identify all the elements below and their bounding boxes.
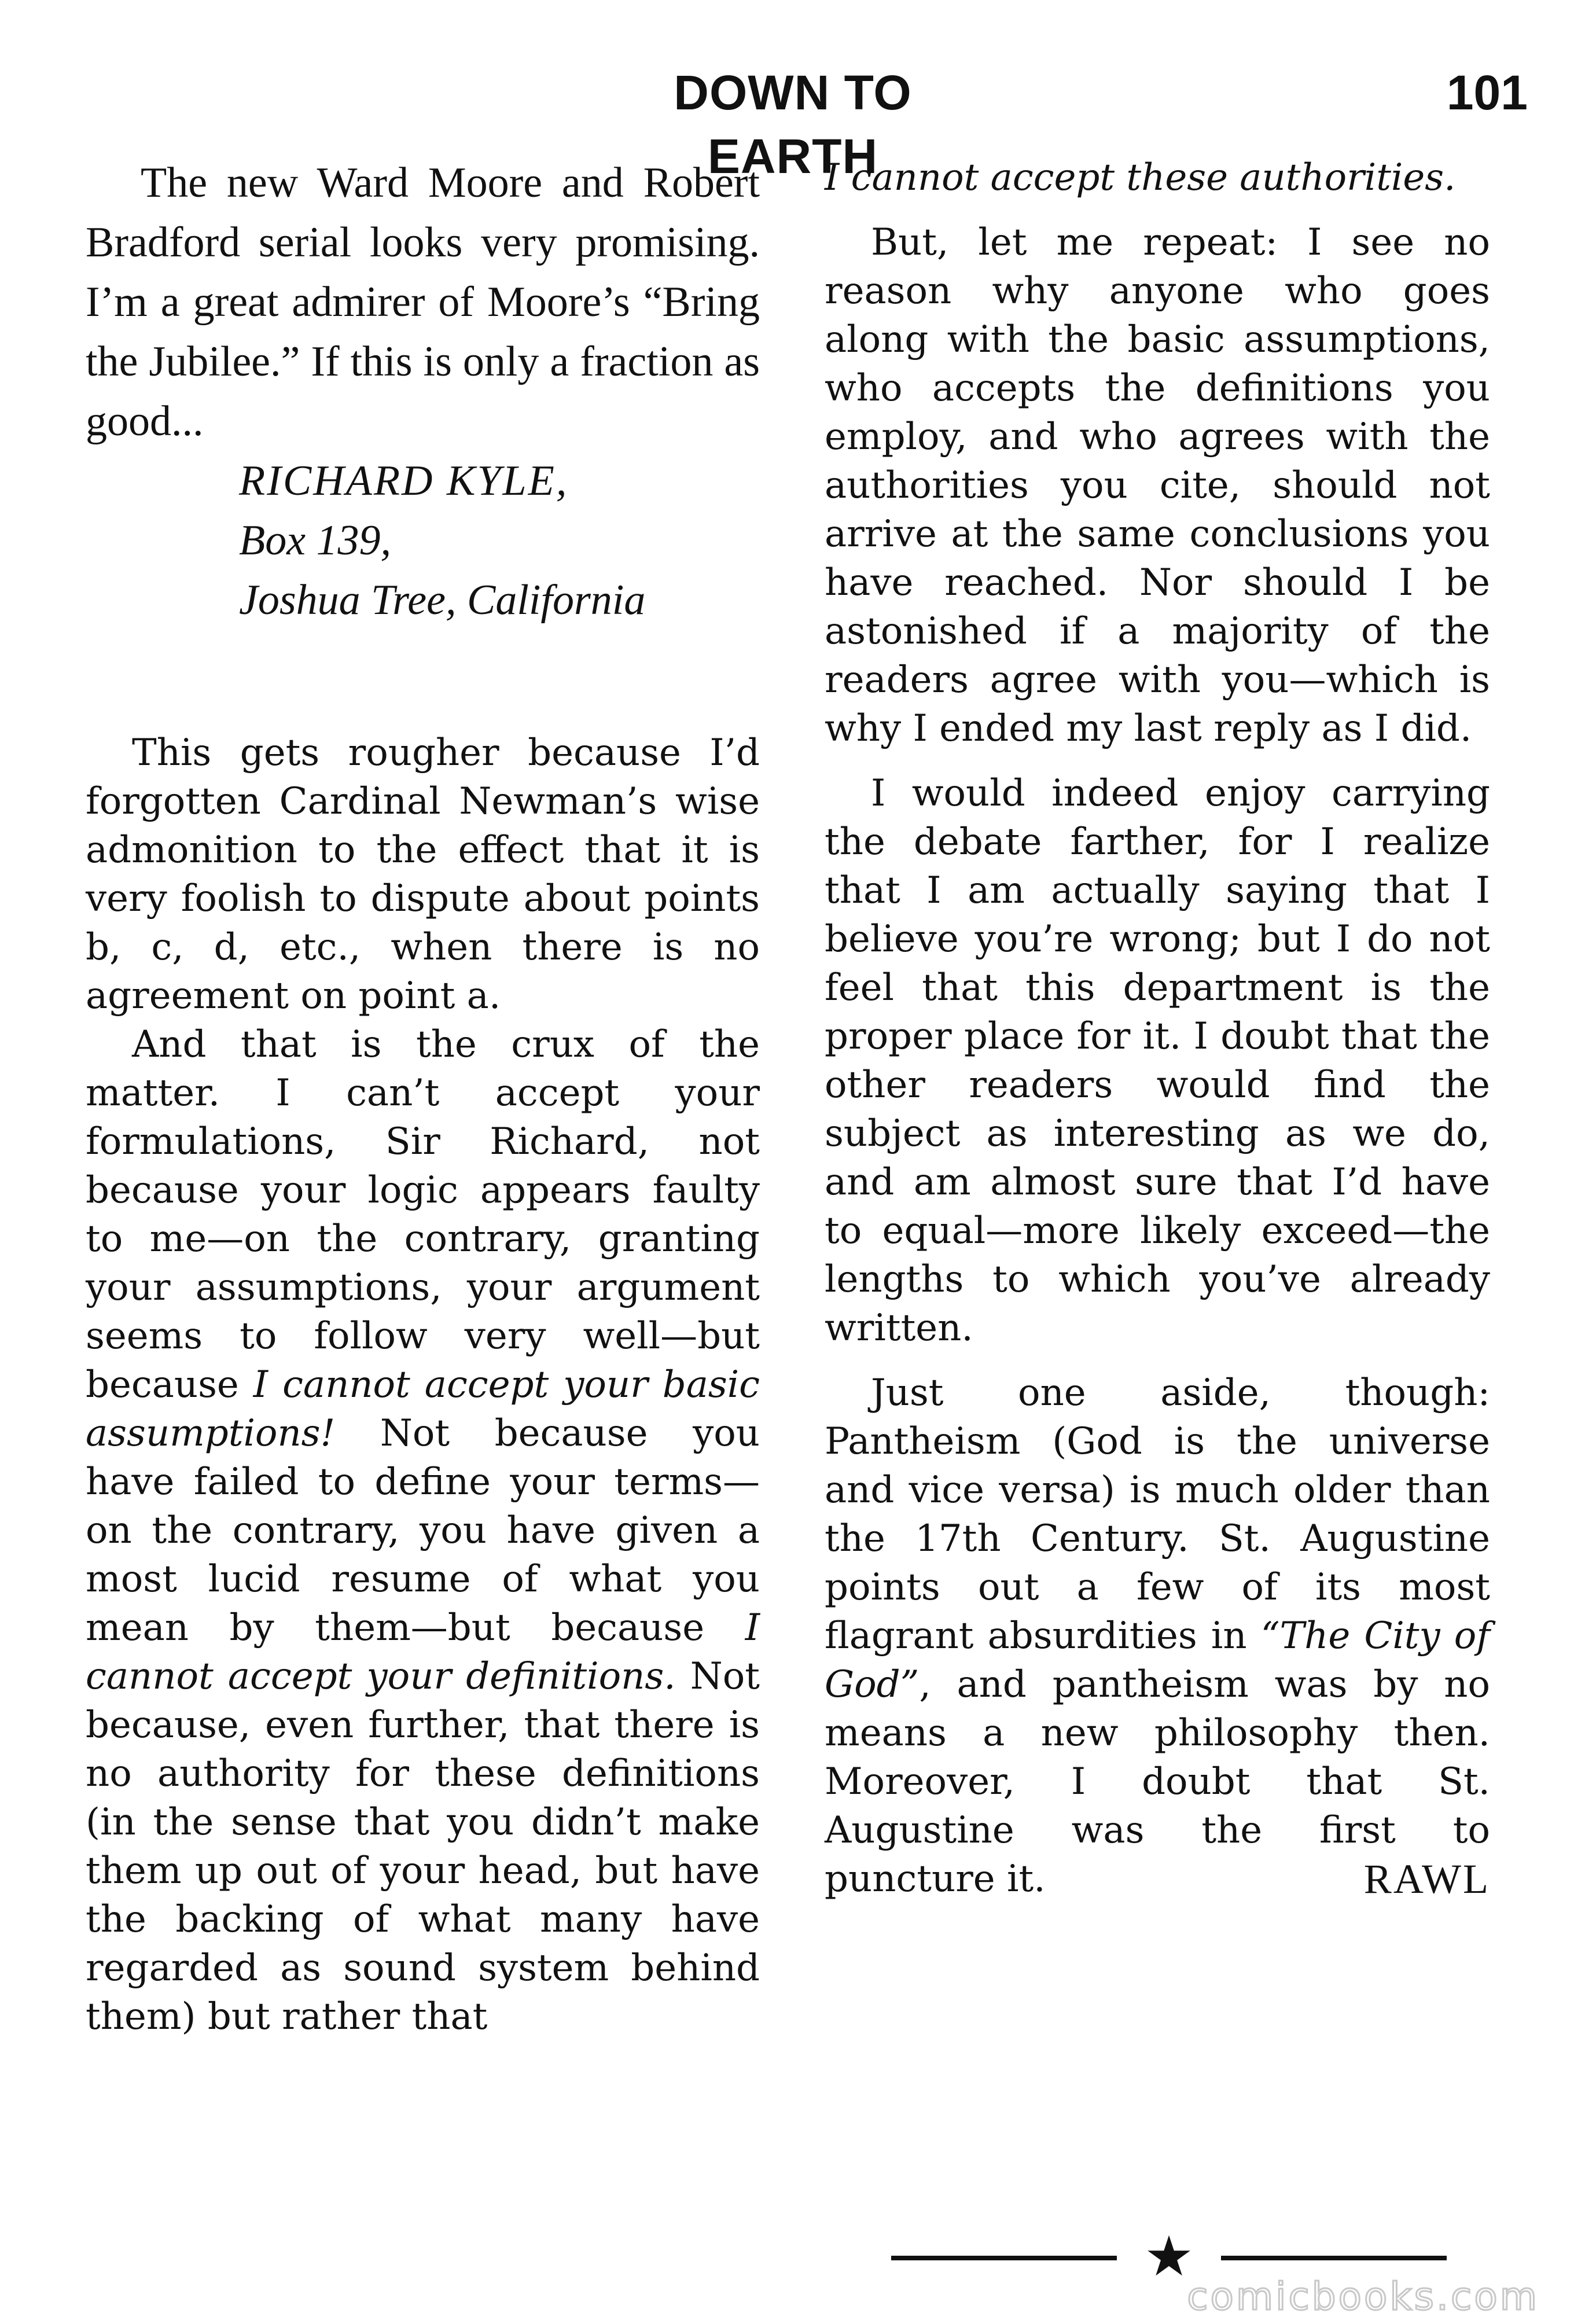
divider-rule-right (1221, 2256, 1447, 2260)
reply-p2-emphasis-definitions: I cannot accept your definitions. (86, 1606, 760, 1698)
reply-p5-text-a: Just one aside, though: Pantheism (God is the universe and vice versa) is much older than the 17th Century. St. Augustine points out a few of its most flagrant absurdities in (825, 1371, 1490, 1657)
reply-p5-book-title: “The City of God” (825, 1615, 1491, 1706)
left-column (86, 153, 760, 2041)
letter-signature (86, 451, 760, 630)
signature-address-line-1: Box 139, (239, 517, 392, 564)
reply-paragraph-3: But, let me repeat: I see no reason why anyone who goes along with the basic assumptions, who accepts the definitions you employ, and who agrees with the authorities you cite, should not arrive at the same conclusions you have reached. Nor should I be astonished if a majority of the readers agree with you—which is why I ended my last reply as I did. (825, 221, 1490, 750)
divider-rule-left (891, 2256, 1117, 2260)
editor-reply (86, 729, 760, 2041)
reply-paragraph-2 (86, 1020, 760, 2041)
reader-letter (86, 153, 760, 630)
reply-paragraph-1: This gets rougher because I’d forgotten Cardinal Newman’s wise admonition to the effect that it is very foolish to dispute about points b, c, d, etc., when there is no agreement on point a. (86, 731, 760, 1017)
reply-paragraph-5 (825, 1369, 1490, 1903)
reply-p5-text-b: , and pantheism was by no means a new philosophy then. Moreover, I doubt that St. Augustine was the first to puncture it. (825, 1663, 1490, 1900)
reply-p2-emphasis-authorities: I cannot accept these authorities. (825, 156, 1456, 199)
signature-address-line-2: Joshua Tree, California (239, 576, 646, 624)
reply-paragraph-2-continued (825, 153, 1490, 202)
reply-p2-text-a: And that is the crux of the matter. I can’t accept your formulations, Sir Richard, not because your logic appears faulty to me—on the contrary, granting your assumptions, your argument seems to follow very well—but because (86, 1023, 760, 1406)
reply-p2-text-b: Not because you have failed to define your terms—on the contrary, you have given a most lucid resume of what you mean by them—but because (86, 1412, 760, 1649)
right-column (825, 153, 1490, 1903)
reply-paragraph-4: I would indeed enjoy carrying the debate farther, for I realize that I am actually saying that I believe you’re wrong; but I do not feel that this department is the proper place for it. I doubt that the other readers would find the subject as interesting as we do, and am almost sure that I’d have to equal—more likely exceed—the lengths to which you’ve already written. (825, 772, 1490, 1349)
running-title: DOWN TO EARTH (674, 65, 912, 183)
star-icon: ★ (1143, 2224, 1194, 2289)
section-divider (891, 2224, 1447, 2289)
page-number: 101 (1446, 65, 1528, 120)
letter-paragraph: The new Ward Moore and Robert Bradford serial looks very promising. I’m a great admirer of Moore’s “Bring the Jubilee.” If this is only a fraction as good... (86, 159, 760, 445)
reply-p2-text-c: Not because, even further, that there is no authority for these definitions (in the sense that you didn’t make them up out of your head, but have the backing of what many have regarded as sound system behind them) but rather that (86, 1655, 760, 2038)
signature-name: RICHARD KYLE, (239, 457, 569, 505)
watermark: comicbooks.com (1187, 2274, 1539, 2319)
reply-signature: RAWL (1363, 1856, 1490, 1902)
reply-p2-emphasis-assumptions: I cannot accept your basic assumptions! (86, 1363, 760, 1455)
